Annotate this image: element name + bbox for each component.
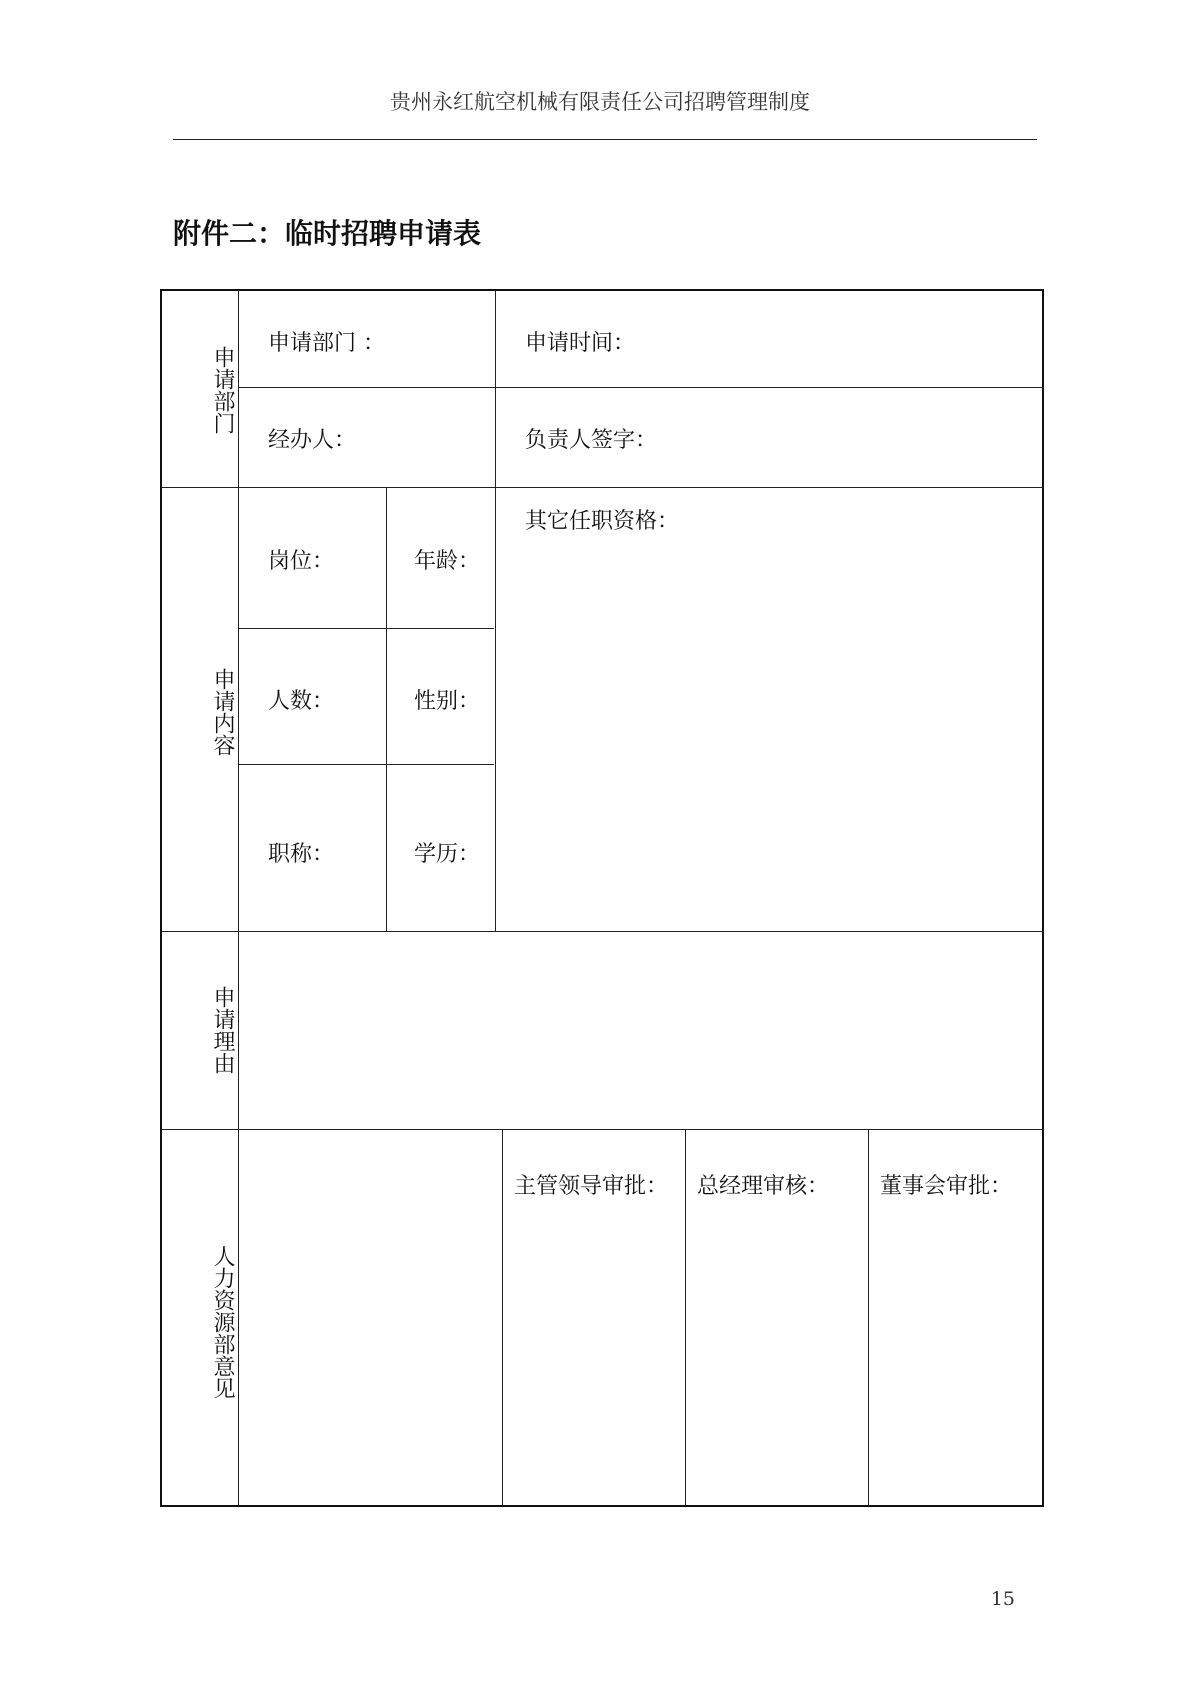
header-divider: [173, 139, 1037, 140]
column-divider: [386, 487, 387, 931]
column-divider: [502, 1129, 503, 1505]
title-rank-field: 职称：: [268, 842, 335, 867]
board-approval-field: 董事会审批：: [880, 1174, 1013, 1199]
gender-field: 性别：: [414, 689, 481, 714]
column-divider: [685, 1129, 686, 1505]
page-number: 15: [990, 1588, 1015, 1610]
row-divider: [238, 387, 1044, 388]
document-title: 附件二：临时招聘申请表: [173, 217, 482, 250]
row-divider: [162, 487, 1044, 488]
section-label-reason: 申请理由: [210, 986, 235, 1074]
position-field: 岗位：: [268, 549, 335, 574]
section-label-hr-opinion: 人力资源部意见: [210, 1245, 235, 1399]
gm-review-field: 总经理审核：: [697, 1174, 830, 1199]
education-field: 学历：: [414, 842, 481, 867]
section-label-department: 申请部门: [210, 346, 235, 434]
manager-approval-field: 主管领导审批：: [514, 1174, 669, 1199]
section-label-content: 申请内容: [210, 668, 235, 756]
page-header: 贵州永红航空机械有限责任公司招聘管理制度: [390, 90, 810, 114]
column-divider: [868, 1129, 869, 1505]
column-divider: [238, 291, 239, 1505]
row-divider: [238, 764, 494, 765]
apply-time-field: 申请时间：: [525, 331, 636, 356]
row-divider: [162, 931, 1044, 932]
other-qualifications-field: 其它任职资格：: [525, 509, 680, 534]
headcount-field: 人数：: [268, 689, 335, 714]
supervisor-signature-field: 负责人签字：: [525, 428, 658, 453]
age-field: 年龄：: [414, 549, 481, 574]
row-divider: [162, 1129, 1044, 1130]
column-divider: [495, 291, 496, 931]
handler-field: 经办人：: [268, 428, 357, 453]
apply-department-field: 申请部门 ：: [268, 331, 385, 356]
recruitment-application-form: [160, 289, 1044, 1507]
row-divider: [238, 628, 494, 629]
